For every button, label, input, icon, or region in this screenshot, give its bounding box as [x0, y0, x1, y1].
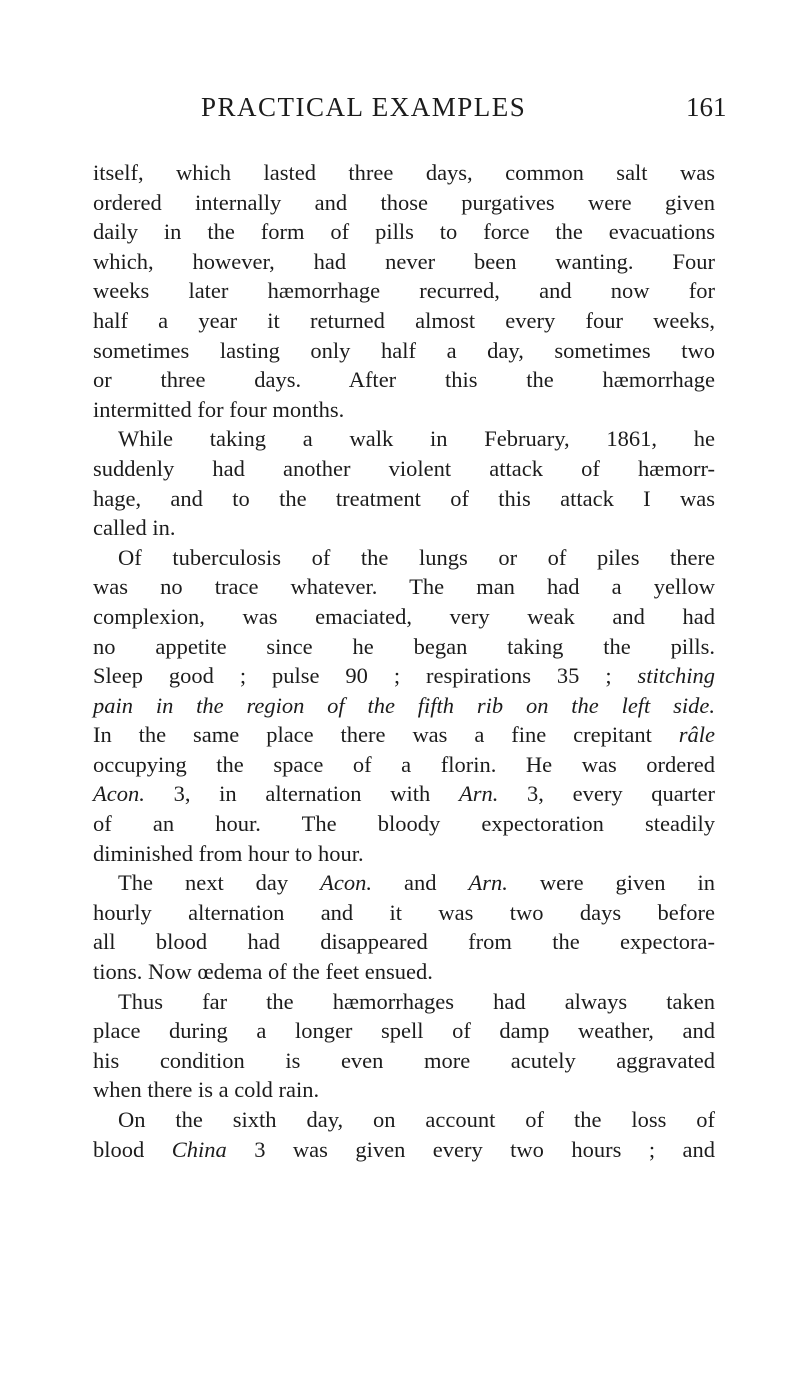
- text-line: [93, 779, 715, 809]
- text-line: diminished from hour to hour.: [93, 840, 364, 866]
- running-title: PRACTICAL EXAMPLES: [201, 92, 527, 122]
- italic-run: Acon.: [93, 781, 145, 807]
- text-line: intermitted for four months.: [93, 396, 345, 422]
- text-line: or three days. After this the hæmorrhage: [93, 367, 715, 393]
- paragraph-start-line: [93, 868, 715, 898]
- text-line: [93, 691, 715, 721]
- italic-run: râle: [678, 722, 716, 748]
- text-run: were given in: [539, 870, 716, 896]
- text-line: which, however, had never been wanting. Four: [93, 248, 715, 274]
- paragraph-start-line: While taking a walk in February, 1861, he: [118, 426, 715, 452]
- text-line: hage, and to the treatment of this attack I was: [93, 485, 715, 511]
- text-line: [93, 661, 715, 691]
- page-header: [0, 92, 800, 132]
- text-line: was no trace whatever. The man had a yellow: [93, 574, 715, 600]
- text-run: The next day: [118, 870, 289, 896]
- italic-run: China: [171, 1136, 227, 1162]
- text-run: Sleep good ; pulse 90 ; respirations 35 ;: [93, 663, 612, 689]
- text-line: occupying the space of a florin. He was ordered: [93, 751, 715, 777]
- italic-run: Arn.: [468, 870, 508, 896]
- text-line: tions. Now œdema of the feet ensued.: [93, 959, 433, 985]
- paragraph-start-line: Thus far the hæmorrhages had always taken: [118, 988, 715, 1014]
- text-run: In the same place there was a fine crepitant: [93, 722, 652, 748]
- text-line: ordered internally and those purgatives were given: [93, 189, 715, 215]
- page-number: 161: [686, 92, 727, 122]
- italic-run: stitching: [637, 663, 715, 689]
- text-line: suddenly had another violent attack of hæmorr-: [93, 455, 715, 481]
- text-line: all blood had disappeared from the expectora-: [93, 929, 715, 955]
- text-line: [93, 1135, 715, 1165]
- text-run: 3, every quarter: [527, 781, 715, 807]
- text-line: called in.: [93, 515, 176, 541]
- text-line: itself, which lasted three days, common salt was: [93, 160, 715, 185]
- paragraph-start-line: On the sixth day, on account of the loss of: [118, 1107, 715, 1132]
- text-line: when there is a cold rain.: [93, 1077, 320, 1103]
- text-line: sometimes lasting only half a day, sometimes two: [93, 337, 715, 363]
- text-line: complexion, was emaciated, very weak and had: [93, 603, 715, 629]
- italic-run: Acon.: [320, 870, 373, 896]
- italic-run: pain in the region of the fifth rib on the left side.: [93, 692, 715, 718]
- text-run: 3 was given every two hours ; and: [254, 1136, 716, 1162]
- text-line: weeks later hæmorrhage recurred, and now for: [93, 278, 715, 304]
- italic-run: Arn.: [458, 781, 499, 807]
- text-line: no appetite since he began taking the pills.: [93, 633, 715, 659]
- text-line: [93, 720, 715, 750]
- text-line: of an hour. The bloody expectoration steadily: [93, 811, 715, 837]
- text-line: place during a longer spell of damp weather, and: [93, 1018, 715, 1044]
- text-line: his condition is even more acutely aggravated: [93, 1047, 715, 1073]
- body-text: [93, 158, 715, 1164]
- text-line: half a year it returned almost every four weeks,: [93, 307, 715, 333]
- text-run: and: [404, 870, 437, 896]
- text-line: hourly alternation and it was two days before: [93, 899, 715, 925]
- text-line: daily in the form of pills to force the evacuations: [93, 219, 715, 245]
- text-run: 3, in alternation with: [173, 781, 431, 807]
- text-run: blood: [93, 1136, 145, 1162]
- paragraph-start-line: Of tuberculosis of the lungs or of piles there: [118, 544, 715, 570]
